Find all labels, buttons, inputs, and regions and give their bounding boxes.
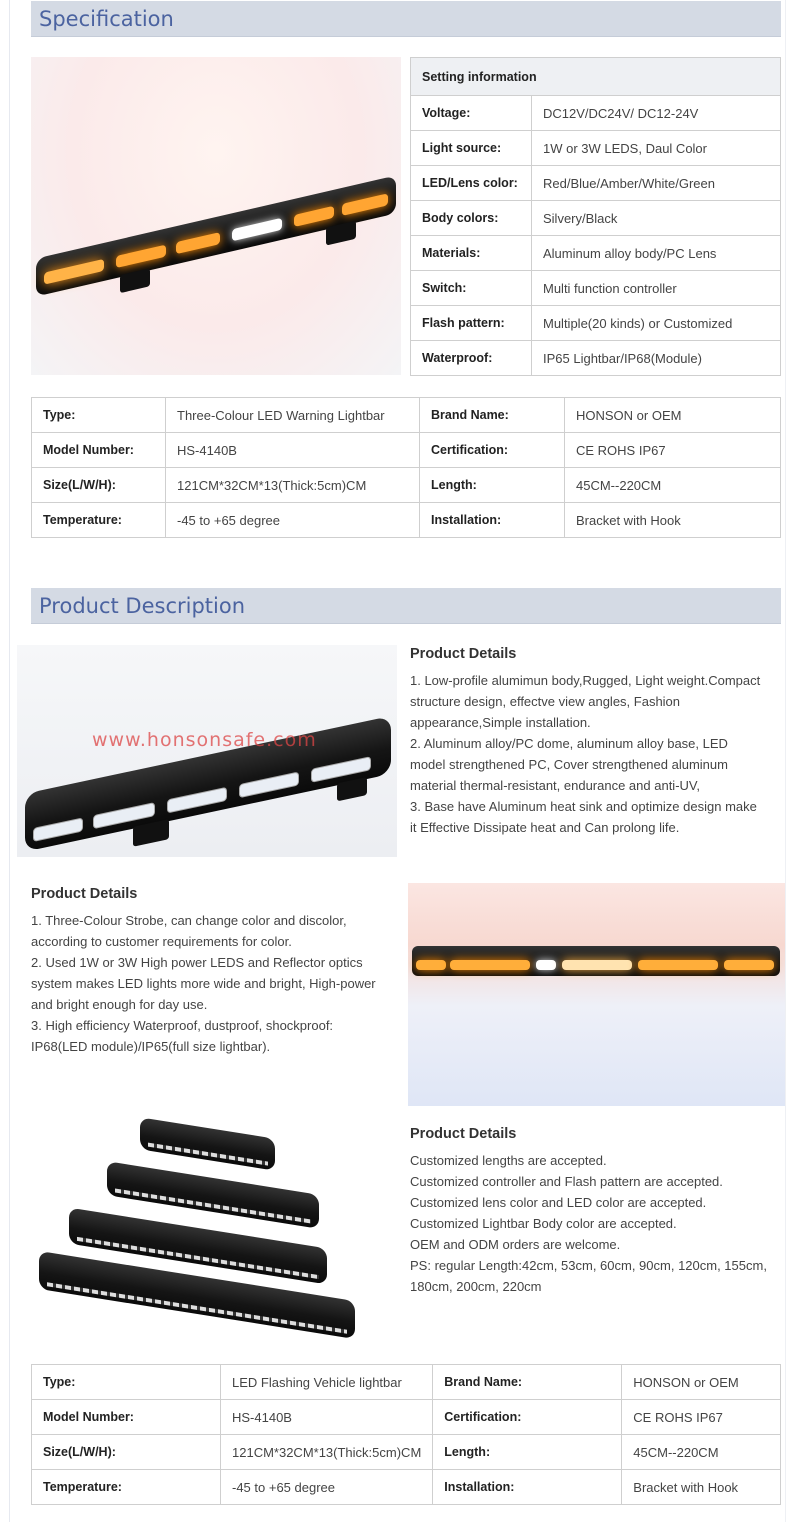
product-details-block-1 [410,644,790,838]
table-row: LED/Lens color: Red/Blue/Amber/White/Green [411,166,781,201]
detail-line: structure design, effectve view angles, Fashion [410,694,681,709]
table-row: Type: LED Flashing Vehicle lightbar Brand Name: HONSON or OEM [32,1365,781,1400]
table-row: Type: Three-Colour LED Warning Lightbar Brand Name: HONSON or OEM [32,398,781,433]
table-row: Flash pattern: Multiple(20 kinds) or Customized [411,306,781,341]
product-image-lit-lightbar [408,883,785,1106]
product-image-amber-lightbar [31,57,401,375]
detail-line: 3. High efficiency Waterproof, dustproof, shockproof: [31,1018,334,1033]
table-row: Size(L/W/H): 121CM*32CM*13(Thick:5cm)CM Length: 45CM--220CM [32,1435,781,1470]
detail-line: Customized lengths are accepted. [410,1153,607,1168]
detail-line: according to customer requirements for color. [31,934,292,949]
product-image-black-lightbar [17,645,397,857]
detail-line: OEM and ODM orders are welcome. [410,1237,621,1252]
product-details-block-3 [410,1124,790,1297]
table-row: Voltage: DC12V/DC24V/ DC12-24V [411,96,781,131]
detail-line: Customized lens color and LED color are accepted. [410,1195,707,1210]
product-details-block-2 [31,884,403,1057]
detail-line: 2. Aluminum alloy/PC dome, aluminum alloy base, LED [410,736,728,751]
product-description-header [31,588,781,624]
details-heading: Product Details [410,646,517,662]
specification-header [31,1,781,37]
table-row: Light source: 1W or 3W LEDS, Daul Color [411,131,781,166]
detail-line: 3. Base have Aluminum heat sink and optimize design make [410,799,757,814]
detail-line: 1. Low-profile alumimun body,Rugged, Light weight.Compact [410,673,761,688]
table-row: Waterproof: IP65 Lightbar/IP68(Module) [411,341,781,376]
detail-line: material thermal-resistant, endurance and anti-UV, [410,778,700,793]
table-row: Model Number: HS-4140B Certification: CE ROHS IP67 [32,433,781,468]
setting-header: Setting information [411,58,781,96]
detail-line: appearance,Simple installation. [410,715,591,730]
table-row: Temperature: -45 to +65 degree Installation: Bracket with Hook [32,503,781,538]
detail-line: PS: regular Length:42cm, 53cm, 60cm, 90cm, 120cm, 155cm, [410,1258,767,1273]
detail-line: 180cm, 200cm, 220cm [410,1279,542,1294]
setting-header-row [411,58,781,96]
product-description-title: Product Description [39,594,246,618]
detail-line: it Effective Dissipate heat and Can prolong life. [410,820,680,835]
details-heading: Product Details [31,886,138,902]
page-left-border [9,0,10,1522]
table-row: Size(L/W/H): 121CM*32CM*13(Thick:5cm)CM Length: 45CM--220CM [32,468,781,503]
watermark-text: www.honsonsafe.com [92,729,317,751]
specification-title: Specification [39,7,174,31]
table-row: Model Number: HS-4140B Certification: CE ROHS IP67 [32,1400,781,1435]
product-info-table-bottom [31,1364,781,1505]
detail-line: IP68(LED module)/IP65(full size lightbar). [31,1039,271,1054]
detail-line: 2. Used 1W or 3W High power LEDS and Reflector optics [31,955,363,970]
detail-line: system makes LED lights more wide and bright, High-power [31,976,376,991]
detail-line: Customized Lightbar Body color are accepted. [410,1216,677,1231]
table-row: Temperature: -45 to +65 degree Installation: Bracket with Hook [32,1470,781,1505]
product-image-lightbar-sizes [35,1118,360,1346]
detail-line: model strengthened PC, Cover strengthened aluminum [410,757,728,772]
detail-line: and bright enough for day use. [31,997,208,1012]
details-heading: Product Details [410,1126,517,1142]
table-row: Body colors: Silvery/Black [411,201,781,236]
table-row: Materials: Aluminum alloy body/PC Lens [411,236,781,271]
detail-line: 1. Three-Colour Strobe, can change color and discolor, [31,913,347,928]
table-row: Switch: Multi function controller [411,271,781,306]
setting-information-table [410,57,781,376]
detail-line: Customized controller and Flash pattern are accepted. [410,1174,723,1189]
product-info-table-top [31,397,781,538]
